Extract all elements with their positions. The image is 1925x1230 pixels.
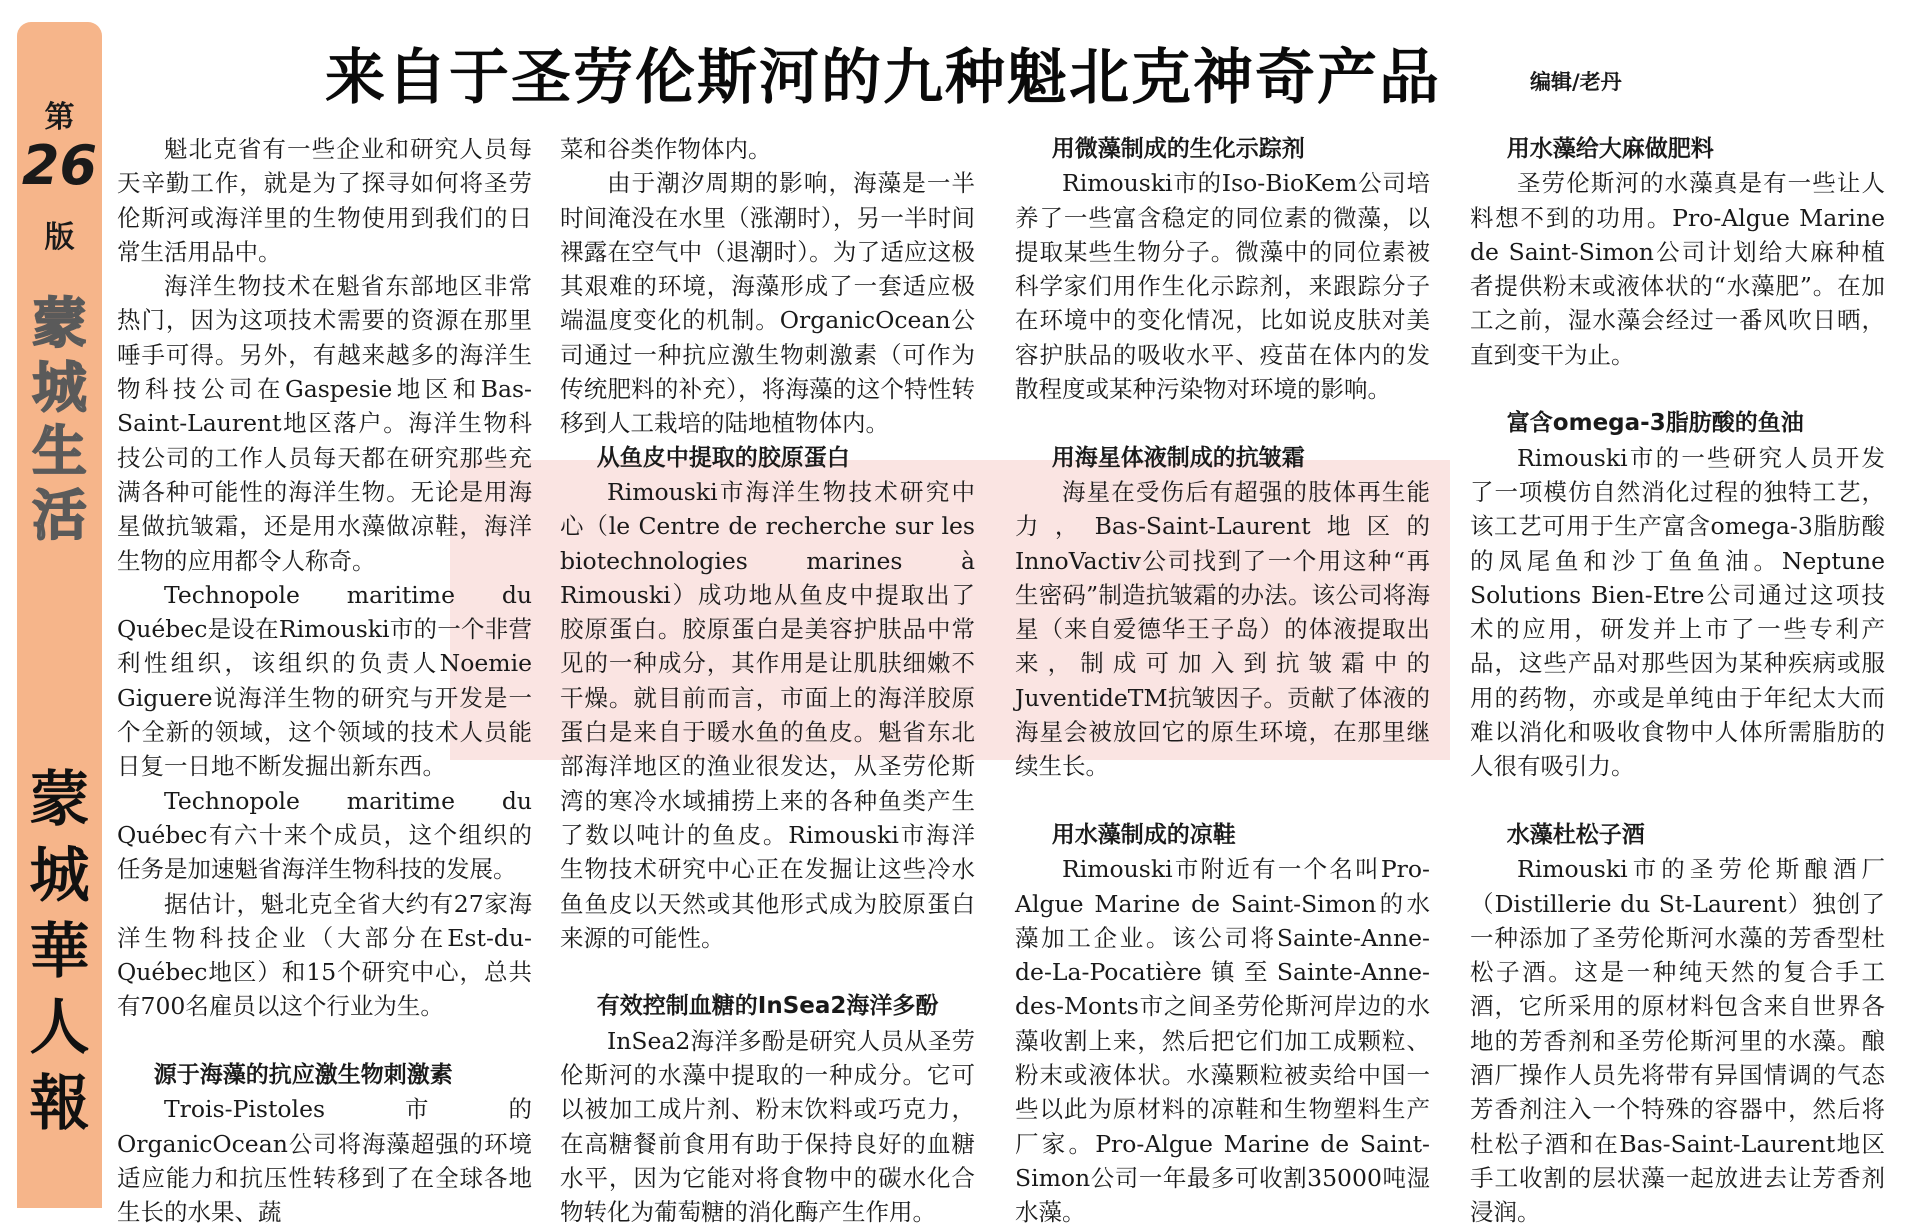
edition-prefix: 第 <box>44 100 75 135</box>
paragraph: 圣劳伦斯河的水藻真是有一些让人料想不到的功用。Pro-Algue Marine de Saint-Simon公司计划给大麻种植者提供粉末或液体状的“水藻肥”。在加工之前，湿水藻会经过一番风吹日晒，直到变干为止。 <box>1470 169 1885 369</box>
paragraph: 由于潮汐周期的影响，海藻是一半时间淹没在水里（涨潮时），另一半时间裸露在空气中（退潮时）。为了适应这极其艰难的环境，海藻形成了一套适应极端温度变化的机制。OrganicOcean公司通过一种抗应激生物刺激素（可作为传统肥料的补充），将海藻的这个特性转移到人工栽培的陆地植物体内。 <box>560 169 975 438</box>
paragraph: Trois-Pistoles市的OrganicOcean公司将海藻超强的环境适应能力和抗压性转移到了在全球各地生长的水果、蔬 <box>117 1095 532 1227</box>
column-3 <box>1015 132 1430 1230</box>
section-name: 蒙 城 生 活 <box>32 292 87 547</box>
subheading: 富含omega-3脂肪酸的鱼油 <box>1506 410 1804 437</box>
subheading: 源于海藻的抗应激生物刺激素 <box>153 1062 453 1089</box>
subheading: 用水藻给大麻做肥料 <box>1506 136 1714 162</box>
paragraph: Rimouski市的圣劳伦斯酿酒厂（Distillerie du St-Laurent）独创了一种添加了圣劳伦斯河水藻的芳香型杜松子酒。这是一种纯天然的复合手工酒，它所采用的原材料包含来自世界各地的芳香剂和圣劳伦斯河里的水藻。酿酒厂操作人员先将带有异国情调的气态芳香剂注入一个特殊的容器中，然后将杜松子酒和在Bas-Saint-Laurent地区手工收割的层状藻一起放进去让芳香剂浸润。 <box>1470 855 1885 1227</box>
subheading: 用海星体液制成的抗皱霜 <box>1051 444 1305 471</box>
paragraph: Rimouski市海洋生物技术研究中心（le Centre de recherche sur les biotechnologies marines à Rimouski）成功地从鱼皮中提取出了胶原蛋白。胶原蛋白是美容护肤品中常见的一种成分，其作用是让肌肤细嫩不干燥。就目前而言，市面上的海洋胶原蛋白是来自于暖水鱼的鱼皮。魁省东北部海洋地区的渔业很发达，从圣劳伦斯湾的寒冷水域捕捞上来的各种鱼类产生了数以吨计的鱼皮。Rimouski市海洋生物技术研究中心正在发掘让这些冷水鱼鱼皮以天然或其他形式成为胶原蛋白来源的可能性。 <box>560 477 975 952</box>
subheading: 用水藻制成的凉鞋 <box>1051 821 1236 848</box>
paragraph: InSea2海洋多酚是研究人员从圣劳伦斯河的水藻中提取的一种成分。它可以被加工成片剂、粉末饮料或巧克力，在高糖餐前食用有助于保持良好的血糖水平，因为它能对将食物中的碳水化合物转化为葡萄糖的消化酶产生作用。 <box>560 1026 975 1227</box>
paragraph: 魁北克省有一些企业和研究人员每天辛勤工作，就是为了探寻如何将圣劳伦斯河或海洋里的生物使用到我们的日常生活用品中。 <box>117 135 532 266</box>
edition-suffix: 版 <box>44 220 75 255</box>
section-sidebar <box>17 22 102 1208</box>
subheading: 从鱼皮中提取的胶原蛋白 <box>596 444 850 471</box>
headline: 来自于圣劳伦斯河的九种魁北克神奇产品 <box>325 43 1441 113</box>
editor-credit: 编辑/老丹 <box>1530 70 1622 94</box>
edition-number: 26 <box>21 134 98 197</box>
subheading: 有效控制血糖的InSea2海洋多酚 <box>596 993 939 1020</box>
column-4 <box>1470 132 1885 1230</box>
column-1 <box>117 132 532 1230</box>
paragraph: Rimouski市的Iso-BioKem公司培养了一些富含稳定的同位素的微藻，以提取某些生物分子。微藻中的同位素被科学家们用作生化示踪剂，来跟踪分子在环境中的变化情况，比如说皮肤对美容护肤品的吸收水平、疫苗在体内的发散程度或某种污染物对环境的影响。 <box>1015 169 1430 404</box>
paragraph: 海洋生物技术在魁省东部地区非常热门，因为这项技术需要的资源在那里唾手可得。另外，有越来越多的海洋生物科技公司在Gaspesie地区和Bas-Saint-Laurent地区落户。海洋生物科技公司的工作人员每天都在研究那些充满各种可能性的海洋生物。无论是用海星做抗皱霜，还是用水藻做凉鞋，海洋生物的应用都令人称奇。 <box>117 272 532 575</box>
subheading: 水藻杜松子酒 <box>1506 821 1645 848</box>
paragraph: Technopole maritime du Québec是设在Rimouski市的一个非营利性组织，该组织的负责人Noemie Giguere说海洋生物的研究与开发是一个全新的领域，这个领域的技术人员能日复一日地不断发掘出新东西。 <box>117 580 532 781</box>
paragraph: 海星在受伤后有超强的肢体再生能力，Bas-Saint-Laurent地区的InnoVactiv公司找到了一个用这种“再生密码”制造抗皱霜的办法。该公司将海星（来自爱德华王子岛）的体液提取出来，制成可加入到抗皱霜中的JuventideTM抗皱因子。贡献了体液的海星会被放回它的原生环境，在那里继续生长。 <box>1015 477 1430 781</box>
column-2 <box>560 132 975 1230</box>
paragraph: 菜和谷类作物体内。 <box>560 135 772 163</box>
paragraph: Technopole maritime du Québec有六十来个成员，这个组织的任务是加速魁省海洋生物科技的发展。 <box>117 786 532 884</box>
paragraph: Rimouski市的一些研究人员开发了一项模仿自然消化过程的独特工艺，该工艺可用于生产富含omega-3脂肪酸的凤尾鱼和沙丁鱼鱼油。Neptune Solutions Bien-Etre公司通过这项技术的应用，研发并上市了一些专利产品，这些产品对那些因为某种疾病或服用的药物，亦或是单纯由于年纪太大而难以消化和吸收食物中人体所需脂肪的人很有吸引力。 <box>1470 443 1885 781</box>
paragraph: Rimouski市附近有一个名叫Pro-Algue Marine de Saint-Simon的水藻加工企业。该公司将Sainte-Anne-de-La-Pocatière镇至Sainte-Anne-des-Monts市之间圣劳伦斯河岸边的水藻收割上来，然后把它们加工成颗粒、粉末或液体状。水藻颗粒被卖给中国一些以此为原材料的凉鞋和生物塑料生产厂家。Pro-Algue Marine de Saint-Simon公司一年最多可收割35000吨湿水藻。 <box>1015 855 1430 1227</box>
paragraph: 据估计，魁北克全省大约有27家海洋生物科技企业（大部分在Est-du-Québec地区）和15个研究中心，总共有700名雇员以这个行业为生。 <box>117 889 532 1021</box>
subheading: 用微藻制成的生化示踪剂 <box>1051 136 1305 162</box>
newspaper-name: 蒙 城 華 人 報 <box>29 765 90 1139</box>
